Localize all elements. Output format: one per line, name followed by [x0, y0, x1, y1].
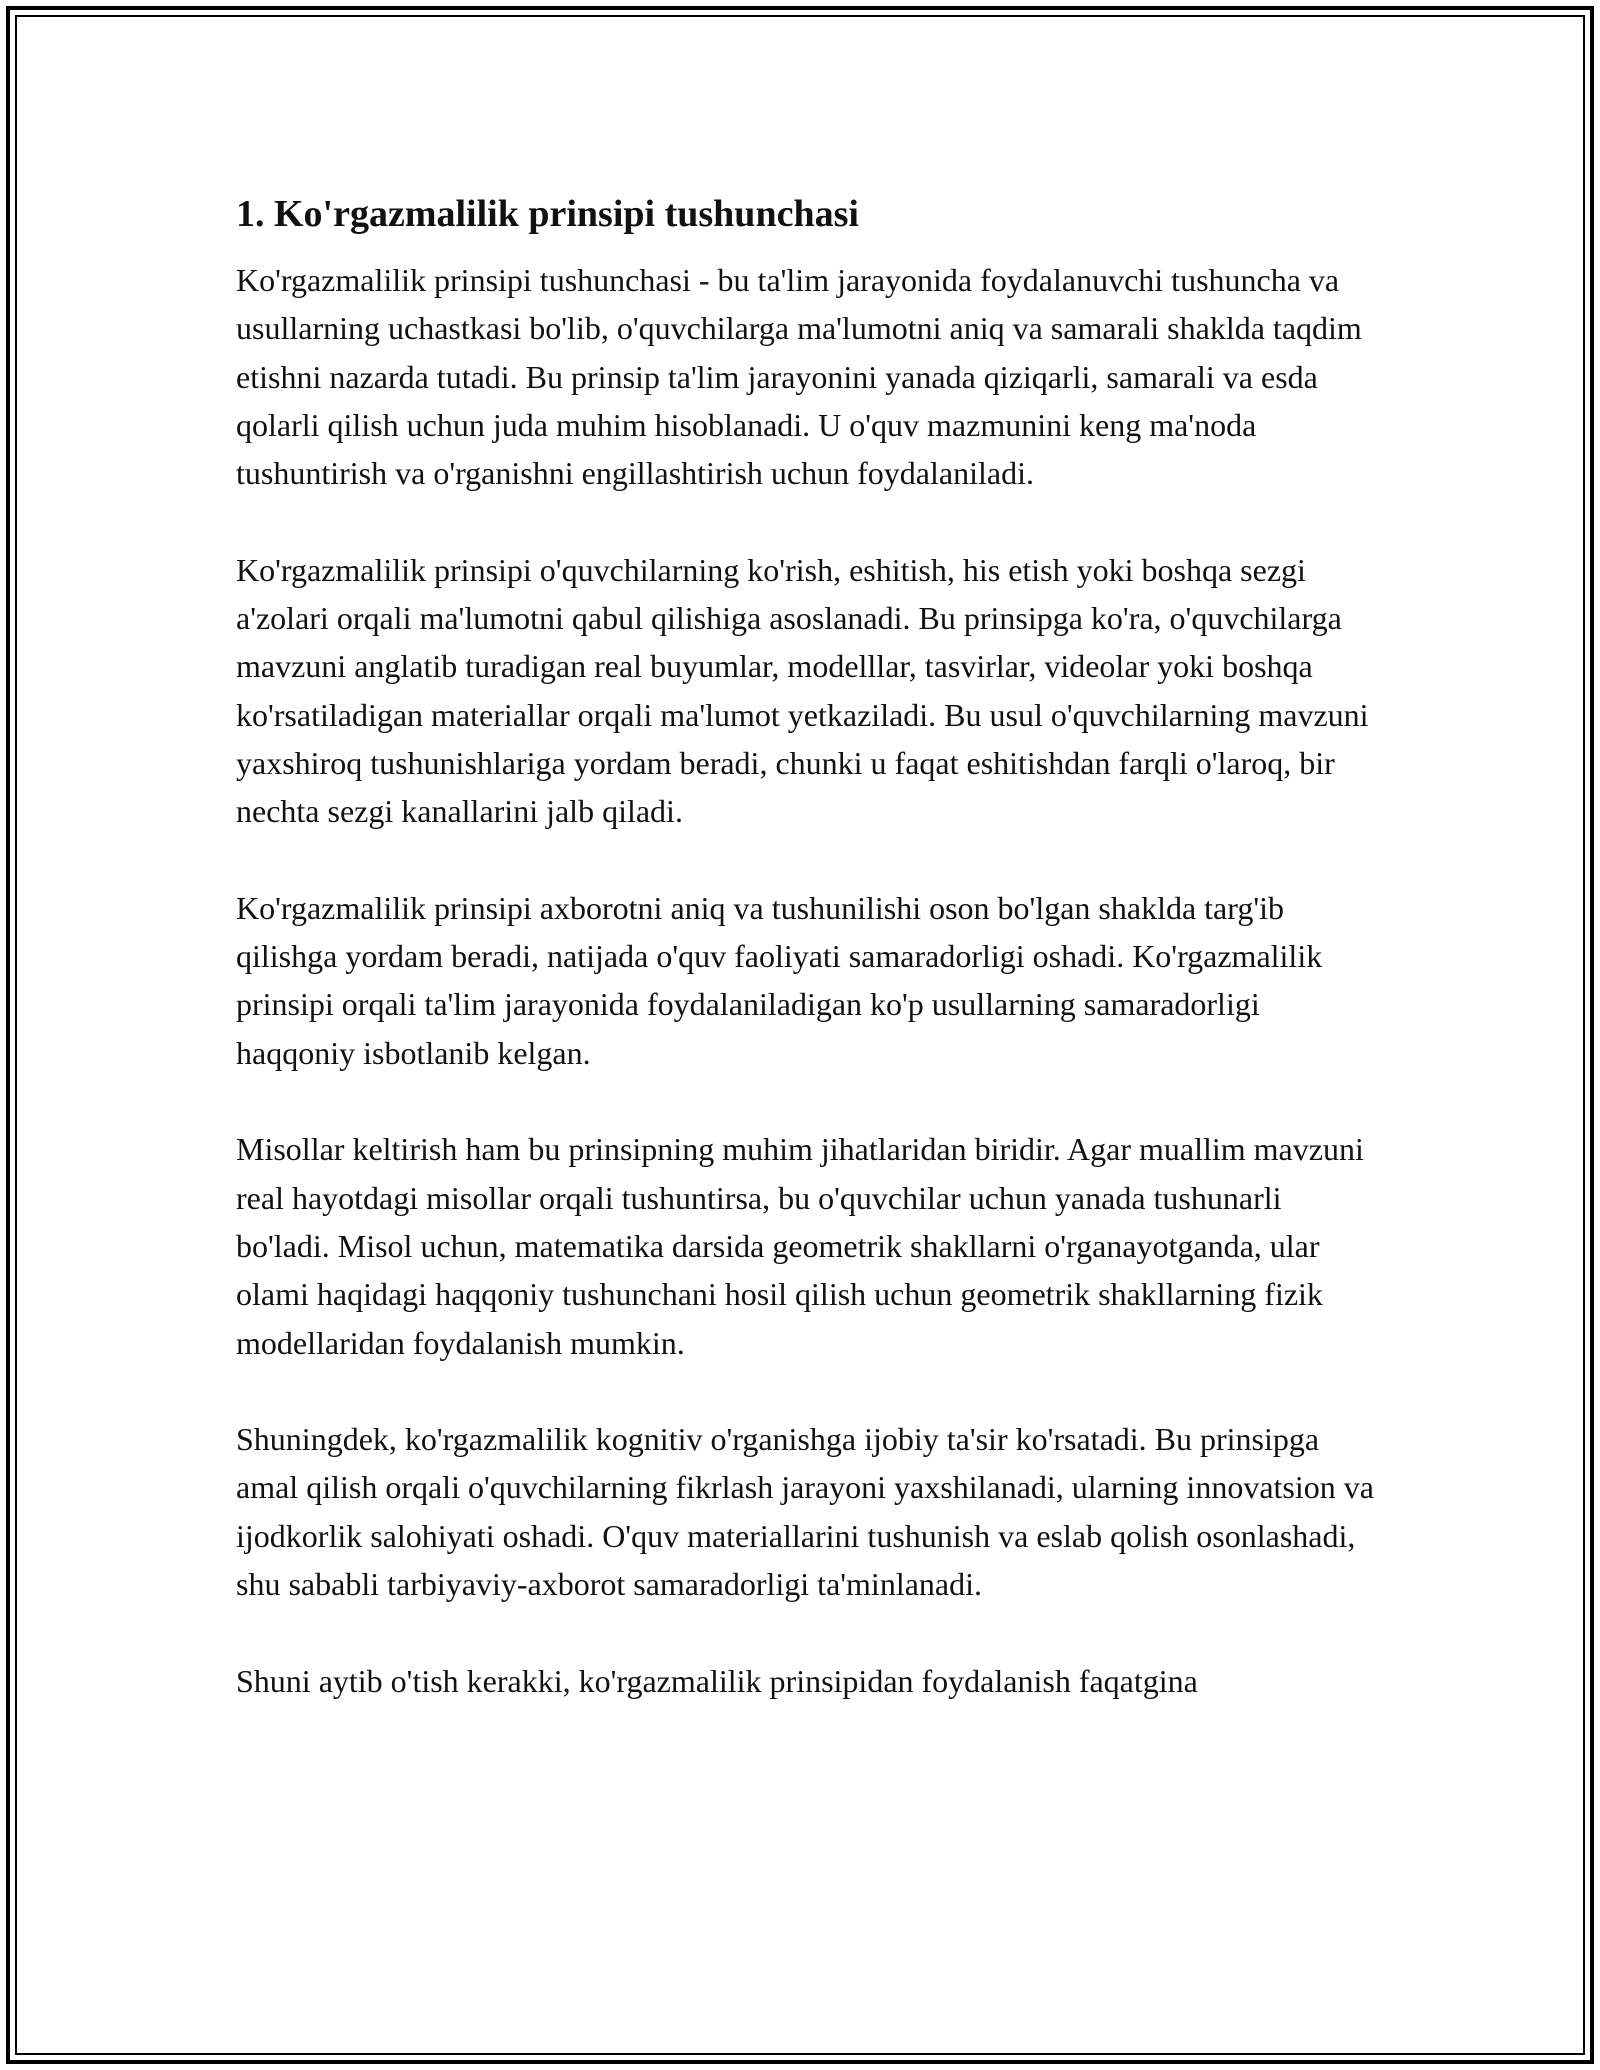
paragraph-2: Ko'rgazmalilik prinsipi o'quvchilarning ko'rish, eshitish, his etish yoki boshqa sezgi a'zolari orqali ma'lumotni qabul qilishiga asoslanadi. Bu prinsipga ko'ra, o'quvchilarga mavzuni anglatib turadigan real buyumlar, modelllar, tasvirlar, videolar yoki boshqa ko'rsatiladigan materiallar orqali ma'lumot yetkaziladi. Bu usul o'quvchilarning mavzuni yaxshiroq tushunishlariga yordam beradi, chunki u faqat eshitishdan farqli o'laroq, bir nechta sezgi kanallarini jalb qiladi. [236, 551, 1369, 830]
paragraph-3: Ko'rgazmalilik prinsipi axborotni aniq va tushunilishi oson bo'lgan shaklda targ'ib qilishga yordam beradi, natijada o'quv faoliyati samaradorligi oshadi. Ko'rgazmalilik prinsipi orqali ta'lim jarayonida foydalaniladigan ko'p usullarning samaradorligi haqqoniy isbotlanib kelgan. [236, 889, 1323, 1071]
paragraph-6: Shuni aytib o'tish kerakki, ko'rgazmalilik prinsipidan foydalanish faqatgina [236, 1662, 1198, 1699]
section-heading: 1. Ko'rgazmalilik prinsipi tushunchasi [236, 193, 859, 235]
paragraph-1: Ko'rgazmalilik prinsipi tushunchasi - bu ta'lim jarayonida foydalanuvchi tushuncha va usullarning uchastkasi bo'lib, o'quvchilarga ma'lumotni aniq va samarali shaklda taqdim etishni nazarda tutadi. Bu prinsip ta'lim jarayonini yanada qiziqarli, samarali va esda qolarli qilish uchun juda muhim hisoblanadi. U o'quv mazmunini keng ma'noda tushuntirish va o'rganishni engillashtirish uchun foydalaniladi. [236, 262, 1362, 492]
paragraph-4: Misollar keltirish ham bu prinsipning muhim jihatlaridan biridir. Agar muallim mavzuni real hayotdagi misollar orqali tushuntirsa, bu o'quvchilar uchun yanada tushunarli bo'ladi. Misol uchun, matematika darsida geometrik shakllarni o'rganayotganda, ular olami haqidagi haqqoniy tushunchani hosil qilish uchun geometrik shakllarning fizik modellaridan foydalanish mumkin. [236, 1131, 1364, 1361]
paragraph-5: Shuningdek, ko'rgazmalilik kognitiv o'rganishga ijobiy ta'sir ko'rsatadi. Bu prinsipga amal qilish orqali o'quvchilarning fikrlash jarayoni yaxshilanadi, ularning innovatsion va ijodkorlik salohiyati oshadi. O'quv materiallarini tushunish va eslab qolish osonlashadi, shu sababli tarbiyaviy-axborot samaradorligi ta'minlanadi. [236, 1421, 1374, 1603]
document-body [236, 190, 1376, 1705]
